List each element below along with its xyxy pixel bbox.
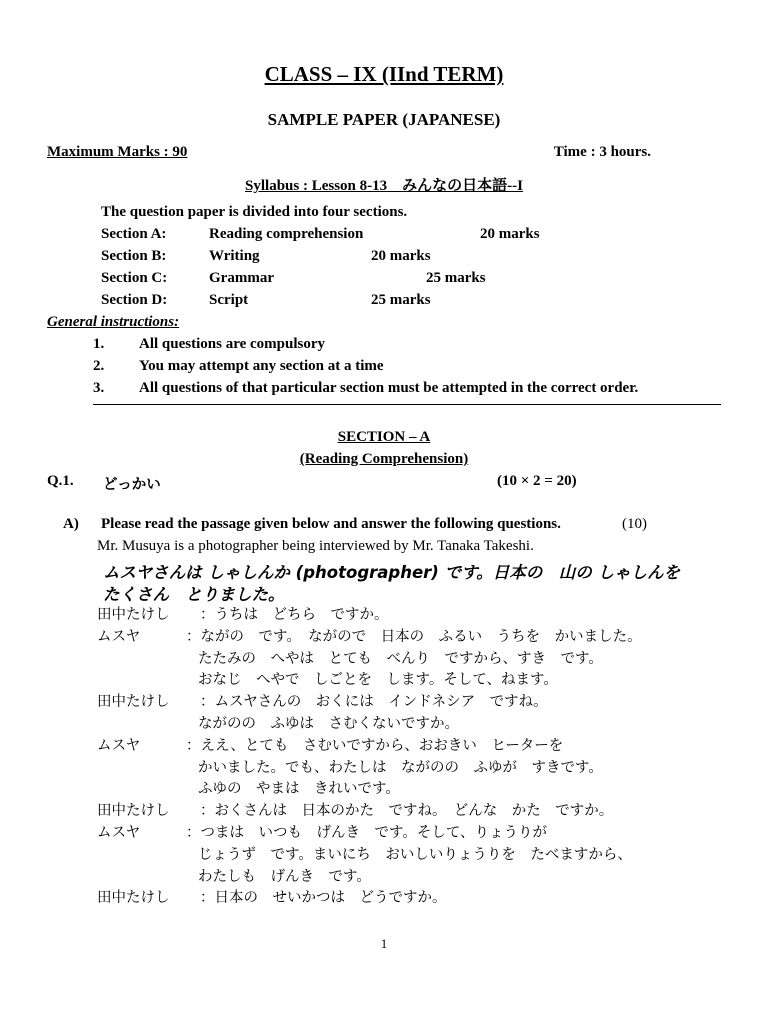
general-instructions-heading: General instructions: bbox=[47, 314, 180, 330]
dialogue-speaker: ムスヤ bbox=[97, 737, 141, 754]
section-marks: 20 marks bbox=[480, 226, 540, 242]
dialogue-line: ：うちは どちら ですか。 bbox=[200, 607, 389, 623]
dialogue-line: おなじ へやで しごとを します。そして、ねます。 bbox=[198, 672, 558, 689]
marks-time-row bbox=[47, 144, 651, 161]
section-name: Script bbox=[209, 292, 249, 308]
dialogue-speaker: 田中たけし bbox=[97, 694, 170, 711]
passage-intro-line: たくさん とりました。 bbox=[103, 585, 285, 604]
section-marks: 25 marks bbox=[371, 292, 431, 308]
page-number: 1 bbox=[380, 936, 388, 951]
dialogue-speaker: 田中たけし bbox=[97, 607, 170, 623]
section-a-subheading: (Reading Comprehension) bbox=[299, 451, 469, 467]
part-label: A) bbox=[63, 516, 79, 532]
instruction-number: 1. bbox=[93, 336, 105, 352]
part-instruction: Please read the passage given below and answer the following questions. bbox=[101, 516, 561, 532]
page-title: CLASS – IX (IInd TERM) bbox=[264, 62, 504, 86]
section-name: Reading comprehension bbox=[209, 226, 364, 242]
dialogue-line: ：おくさんは 日本のかた ですね。 どんな かた ですか。 bbox=[200, 803, 614, 820]
dialogue-line: わたしも げんき です。 bbox=[198, 868, 371, 885]
section-label: Section C: bbox=[101, 270, 168, 286]
time-allowed: Time : 3 hours. bbox=[553, 144, 651, 160]
part-marks: (10) bbox=[622, 516, 647, 532]
question-number: Q.1. bbox=[47, 473, 74, 489]
section-name: Writing bbox=[209, 248, 260, 264]
dialogue-line: かいました。でも、わたしは ながのの ふゆが すきです。 bbox=[198, 759, 603, 776]
dialogue-line: ふゆの やまは きれいです。 bbox=[198, 781, 400, 798]
passage-intro-line: ムスヤさんは しゃしんか (photographer) です。日本の 山の しゃしんを bbox=[103, 563, 680, 582]
dialogue-speaker: 田中たけし bbox=[97, 803, 170, 820]
dialogue-speaker: 田中たけし bbox=[97, 890, 170, 907]
instruction-text: All questions are compulsory bbox=[139, 336, 325, 352]
dialogue-line: たたみの へやは とても べんり ですから、すき です。 bbox=[198, 650, 603, 667]
section-name: Grammar bbox=[209, 270, 274, 286]
instruction-number: 2. bbox=[93, 358, 105, 374]
max-marks: Maximum Marks : 90 bbox=[47, 144, 188, 160]
divider bbox=[93, 404, 721, 405]
instruction-number: 3. bbox=[93, 380, 105, 396]
section-label: Section D: bbox=[101, 292, 168, 308]
syllabus: Syllabus : Lesson 8-13 みんなの日本語--I bbox=[245, 178, 523, 194]
dialogue-line: ：つまは いつも げんき です。そして、りょうりが bbox=[186, 825, 548, 841]
instruction-text: All questions of that particular section must be attempted in the correct order. bbox=[139, 380, 639, 396]
section-a-heading: SECTION – A bbox=[337, 429, 431, 445]
instruction-text: You may attempt any section at a time bbox=[139, 358, 384, 374]
dialogue-line: ながのの ふゆは さむくないですか。 bbox=[198, 716, 459, 732]
section-marks: 25 marks bbox=[426, 270, 486, 286]
dialogue-line: ：ムスヤさんの おくには インドネシア ですね。 bbox=[200, 694, 548, 711]
page-subtitle: SAMPLE PAPER (JAPANESE) bbox=[267, 110, 501, 129]
section-label: Section A: bbox=[101, 226, 167, 242]
question-marks: (10 × 2 = 20) bbox=[497, 473, 577, 489]
intro-text: The question paper is divided into four sections. bbox=[101, 204, 408, 220]
section-label: Section B: bbox=[101, 248, 167, 264]
dialogue-line: じょうず です。まいにち おいしいりょうりを たべますから、 bbox=[198, 846, 632, 863]
passage-context: Mr. Musuya is a photographer being interviewed by Mr. Tanaka Takeshi. bbox=[97, 538, 534, 554]
dialogue-line: ：日本の せいかつは どうですか。 bbox=[200, 890, 447, 907]
section-marks: 20 marks bbox=[371, 248, 431, 264]
question-title: どっかい bbox=[103, 477, 161, 493]
dialogue-speaker: ムスヤ bbox=[97, 628, 141, 645]
dialogue-line: ：ながの です。 ながので 日本の ふるい うちを かいました。 bbox=[186, 628, 642, 645]
dialogue-speaker: ムスヤ bbox=[97, 825, 141, 841]
dialogue-line: ：ええ、とても さむいですから、おおきい ヒーターを bbox=[186, 737, 564, 754]
